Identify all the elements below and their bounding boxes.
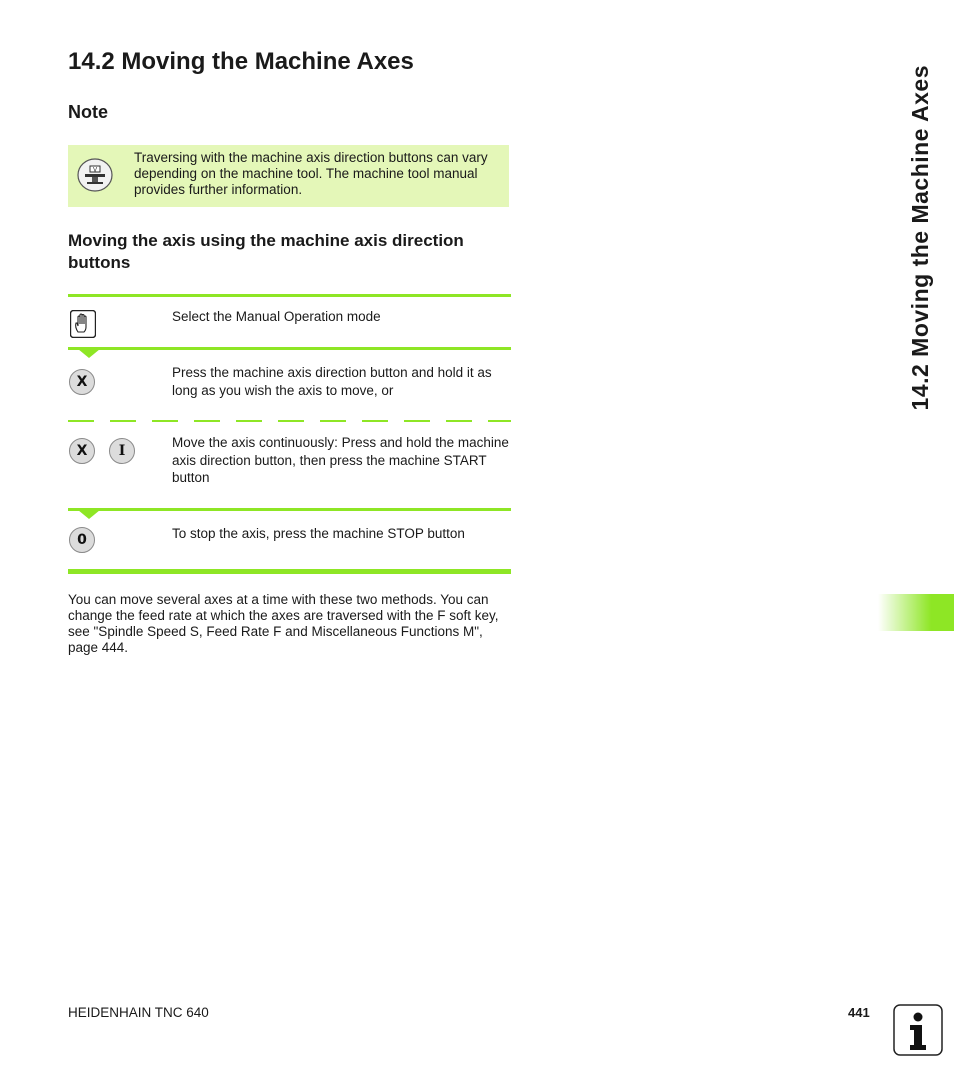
nc-start-key: I xyxy=(109,438,135,464)
footer-product: HEIDENHAIN TNC 640 xyxy=(68,1005,209,1020)
step-3-text: Move the axis continuously: Press and hold the machine axis direction button, then press the machine START button xyxy=(172,435,509,485)
info-icon xyxy=(893,1004,943,1056)
section-subheading: Moving the axis using the machine axis direction buttons xyxy=(68,231,464,272)
step-arrow-icon xyxy=(78,510,100,519)
page-number: 441 xyxy=(848,1005,870,1020)
step-1-text: Select the Manual Operation mode xyxy=(172,309,381,324)
machine-manual-icon xyxy=(77,158,113,192)
page-title: 14.2 Moving the Machine Axes xyxy=(68,48,414,75)
note-heading: Note xyxy=(68,102,108,122)
side-section-title xyxy=(900,50,940,425)
step-divider xyxy=(68,508,511,511)
manual-operation-key-icon xyxy=(70,310,96,338)
axis-x-key: X xyxy=(69,438,95,464)
chapter-tab xyxy=(878,594,954,631)
alternative-divider xyxy=(68,420,511,422)
svg-text:V: V xyxy=(92,166,98,174)
step-2-text: Press the machine axis direction button and hold it as long as you wish the axis to move, or xyxy=(172,365,492,398)
note-text: Traversing with the machine axis direction buttons can vary depending on the machine tool. The machine tool manual provides further information. xyxy=(134,150,488,197)
step-4-text: To stop the axis, press the machine STOP button xyxy=(172,526,465,541)
nc-stop-key: 0 xyxy=(69,527,95,553)
step-divider xyxy=(68,347,511,350)
side-title-text: 14.2 Moving the Machine Axes xyxy=(906,64,933,411)
step-arrow-icon xyxy=(78,349,100,358)
step-divider xyxy=(68,294,511,297)
steps-end-divider xyxy=(68,569,511,574)
body-paragraph: You can move several axes at a time with these two methods. You can change the feed rate at which the axes are traversed with the F soft key, see "Spindle Speed S, Feed Rate F and Miscellaneous Functions M", page 444. xyxy=(68,592,499,655)
note-box xyxy=(68,145,509,207)
axis-x-key: X xyxy=(69,369,95,395)
